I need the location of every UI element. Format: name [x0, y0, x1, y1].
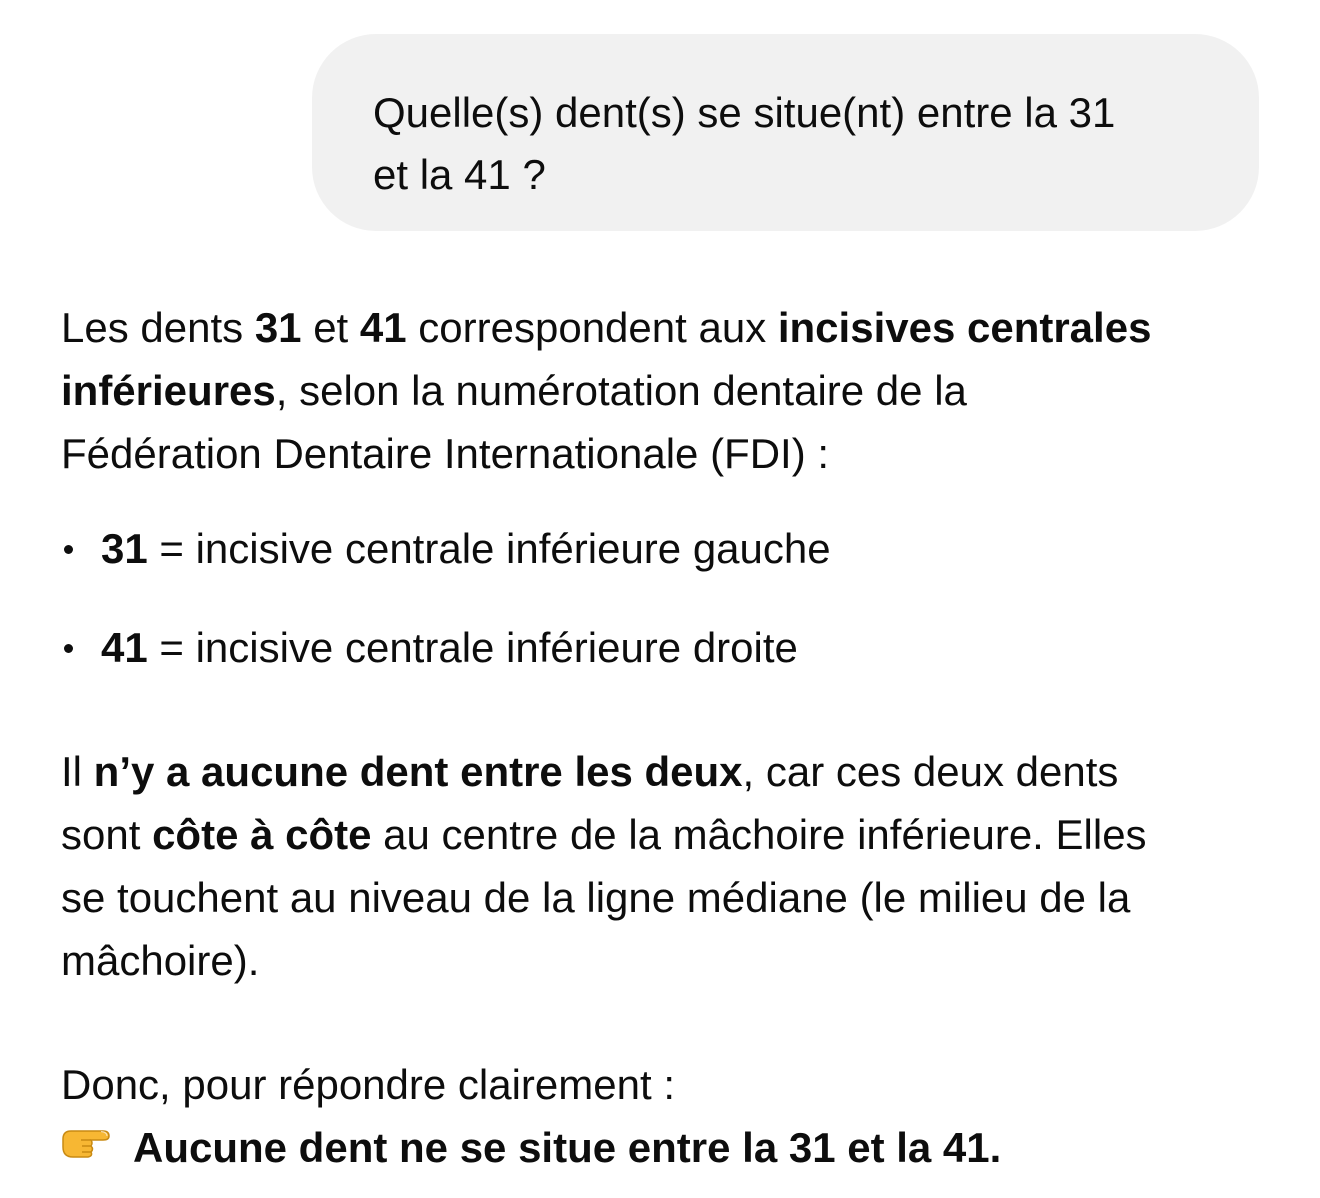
explanation-bold: côte à côte: [152, 811, 372, 858]
intro-bold-41: 41: [359, 304, 407, 351]
explanation-paragraph: [61, 740, 1291, 992]
list-item: [61, 517, 1291, 580]
explanation-text: au centre de la mâchoire inférieure. Elles: [371, 811, 1147, 858]
intro-bold-incisives: incisives centrales: [777, 304, 1152, 351]
conclusion-final-row: [61, 1116, 1291, 1182]
intro-text: correspondent aux: [406, 304, 778, 351]
explanation-bold: n’y a aucune dent entre les deux: [93, 748, 743, 795]
explanation-text: mâchoire).: [61, 937, 260, 984]
conclusion-paragraph: [61, 1053, 1291, 1182]
tooth-list: [61, 517, 1291, 679]
tooth-description: = incisive centrale inférieure droite: [147, 624, 798, 671]
explanation-text: Il: [61, 748, 94, 795]
bullet-icon: [64, 644, 73, 653]
intro-bold-31: 31: [254, 304, 302, 351]
intro-text: Fédération Dentaire Internationale (FDI) :: [61, 430, 830, 477]
explanation-text: se touchent au niveau de la ligne médiane (le milieu de la: [61, 874, 1131, 921]
intro-paragraph: [61, 296, 1291, 485]
conclusion-final: Aucune dent ne se situe entre la 31 et la 41.: [133, 1124, 1002, 1171]
user-message-bubble: [312, 34, 1259, 231]
conclusion-lead: Donc, pour répondre clairement :: [61, 1061, 675, 1108]
intro-text: , selon la numérotation dentaire de la: [275, 367, 967, 414]
assistant-response: [61, 296, 1291, 1182]
explanation-text: , car ces deux dents: [742, 748, 1119, 795]
pointing-hand-icon: [61, 1115, 117, 1178]
tooth-number: 41: [101, 624, 148, 671]
tooth-description: = incisive centrale inférieure gauche: [147, 525, 831, 572]
intro-bold-inferieures: inférieures: [61, 367, 276, 414]
list-item: [61, 616, 1291, 679]
bullet-icon: [64, 545, 73, 554]
tooth-number: 31: [101, 525, 148, 572]
user-message-line-2: et la 41 ?: [373, 151, 546, 198]
explanation-text: sont: [61, 811, 153, 858]
intro-text: et: [301, 304, 360, 351]
user-message-line-1: Quelle(s) dent(s) se situe(nt) entre la 31: [373, 89, 1116, 136]
intro-text: Les dents: [61, 304, 255, 351]
